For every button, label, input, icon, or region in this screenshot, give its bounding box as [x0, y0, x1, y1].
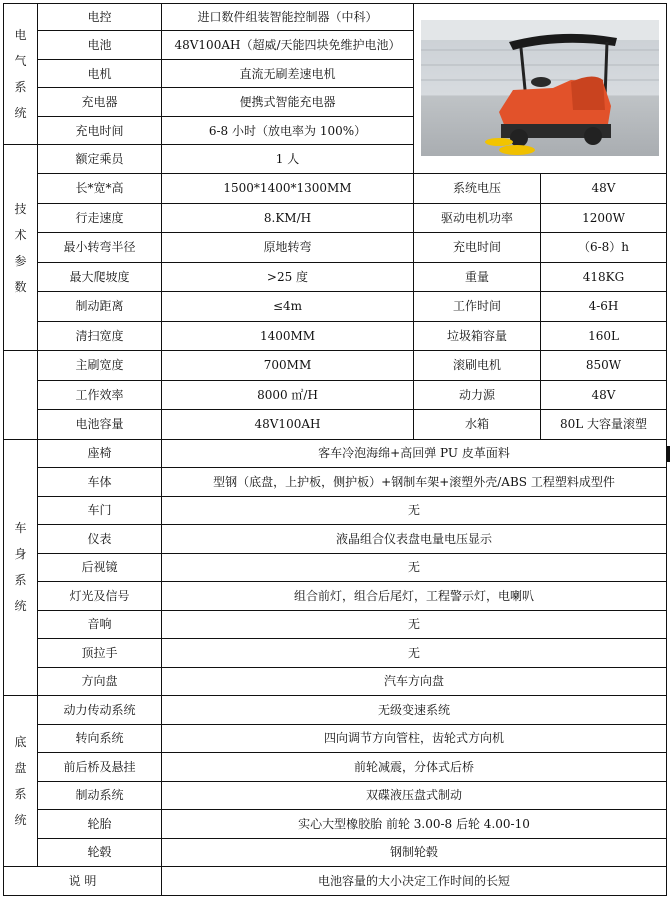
- row-label: 长*宽*高: [38, 173, 162, 203]
- row-value-2: 418KG: [541, 262, 667, 292]
- row-value: 无: [162, 610, 667, 639]
- section-technical: 技 术 参 数: [4, 145, 38, 351]
- row-value: 四向调节方向管柱，齿轮式方向机: [162, 724, 667, 753]
- row-label: 清扫宽度: [38, 321, 162, 351]
- row-value: 48V100AH: [162, 410, 414, 440]
- row-label: 电控: [38, 4, 162, 31]
- row-value: 实心大型橡胶胎 前轮 3.00-8 后轮 4.00-10: [162, 810, 667, 839]
- row-label-2: 水箱: [414, 410, 541, 440]
- row-label: 充电器: [38, 88, 162, 117]
- row-value-2: 850W: [541, 351, 667, 381]
- row-label: 最小转弯半径: [38, 233, 162, 263]
- note-label: 说 明: [4, 867, 162, 896]
- row-label: 灯光及信号: [38, 582, 162, 611]
- row-value-2: （6-8）h: [541, 233, 667, 263]
- section-chassis: 底 盘 系 统: [4, 696, 38, 867]
- row-value: 客车冷泡海绵+高回弹 PU 皮革面料: [162, 439, 667, 468]
- row-value: 进口数件组装智能控制器（中科）: [162, 4, 414, 31]
- section-blank: [4, 351, 38, 440]
- row-value-2: 48V: [541, 380, 667, 410]
- product-photo-cell: [414, 4, 667, 174]
- note-value: 电池容量的大小决定工作时间的长短: [162, 867, 667, 896]
- row-value: ≤4m: [162, 292, 414, 322]
- row-label: 方向盘: [38, 667, 162, 696]
- row-value: 汽车方向盘: [162, 667, 667, 696]
- row-label: 额定乘员: [38, 145, 162, 174]
- row-label-2: 垃圾箱容量: [414, 321, 541, 351]
- row-label: 音响: [38, 610, 162, 639]
- row-value-2: 4-6H: [541, 292, 667, 322]
- row-value-2: 80L 大容量滚塑: [541, 410, 667, 440]
- row-value: 原地转弯: [162, 233, 414, 263]
- row-label-2: 工作时间: [414, 292, 541, 322]
- sweeper-photo: [421, 20, 659, 156]
- row-label: 充电时间: [38, 116, 162, 145]
- section-electrical: 电 气 系 统: [4, 4, 38, 145]
- row-value: 6-8 小时（放电率为 100%）: [162, 116, 414, 145]
- row-label: 动力传动系统: [38, 696, 162, 725]
- row-value: 双碟液压盘式制动: [162, 781, 667, 810]
- row-label-2: 系统电压: [414, 173, 541, 203]
- edge-marker: [667, 446, 670, 462]
- row-label-2: 重量: [414, 262, 541, 292]
- row-value: 8000 ㎡/H: [162, 380, 414, 410]
- row-label: 最大爬坡度: [38, 262, 162, 292]
- row-value: 前轮减震，分体式后桥: [162, 753, 667, 782]
- row-value: 1400MM: [162, 321, 414, 351]
- row-label: 工作效率: [38, 380, 162, 410]
- row-value: 无: [162, 639, 667, 668]
- row-value: 型钢（底盘，上护板，侧护板）+钢制车架+滚塑外壳/ABS 工程塑料成型件: [162, 468, 667, 497]
- row-value: 便携式智能充电器: [162, 88, 414, 117]
- row-label: 电机: [38, 59, 162, 88]
- row-value: 1 人: [162, 145, 414, 174]
- spec-table: [3, 3, 667, 896]
- row-label: 后视镜: [38, 553, 162, 582]
- row-value: 组合前灯，组合后尾灯，工程警示灯，电喇叭: [162, 582, 667, 611]
- row-label: 车门: [38, 496, 162, 525]
- row-value: 700MM: [162, 351, 414, 381]
- row-label: 电池容量: [38, 410, 162, 440]
- row-label: 主刷宽度: [38, 351, 162, 381]
- row-label: 行走速度: [38, 203, 162, 233]
- row-label: 转向系统: [38, 724, 162, 753]
- row-value: 钢制轮毂: [162, 838, 667, 867]
- row-label-2: 充电时间: [414, 233, 541, 263]
- row-label: 仪表: [38, 525, 162, 554]
- row-label: 顶拉手: [38, 639, 162, 668]
- row-label: 轮毂: [38, 838, 162, 867]
- row-label-2: 滚刷电机: [414, 351, 541, 381]
- row-value: 1500*1400*1300MM: [162, 173, 414, 203]
- row-value: 无: [162, 553, 667, 582]
- row-value-2: 160L: [541, 321, 667, 351]
- row-label-2: 动力源: [414, 380, 541, 410]
- row-label-2: 驱动电机功率: [414, 203, 541, 233]
- row-value-2: 48V: [541, 173, 667, 203]
- row-value: 液晶组合仪表盘电量电压显示: [162, 525, 667, 554]
- row-value: >25 度: [162, 262, 414, 292]
- row-value: 48V100AH（超威/天能四块免维护电池）: [162, 31, 414, 60]
- row-value: 直流无刷差速电机: [162, 59, 414, 88]
- row-label: 制动距离: [38, 292, 162, 322]
- row-value: 无级变速系统: [162, 696, 667, 725]
- row-label: 前后桥及悬挂: [38, 753, 162, 782]
- row-label: 轮胎: [38, 810, 162, 839]
- row-value: 无: [162, 496, 667, 525]
- section-body: 车 身 系 统: [4, 439, 38, 696]
- row-value: 8.KM/H: [162, 203, 414, 233]
- row-label: 座椅: [38, 439, 162, 468]
- row-label: 制动系统: [38, 781, 162, 810]
- row-value-2: 1200W: [541, 203, 667, 233]
- row-label: 车体: [38, 468, 162, 497]
- row-label: 电池: [38, 31, 162, 60]
